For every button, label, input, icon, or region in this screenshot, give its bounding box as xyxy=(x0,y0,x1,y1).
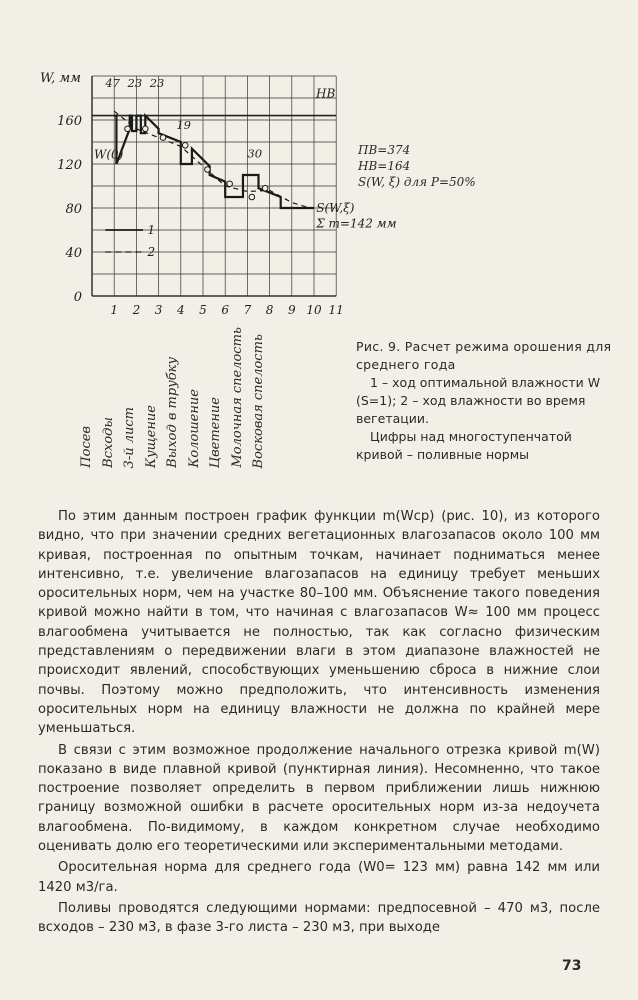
data-point xyxy=(182,143,188,149)
y-tick-label: 80 xyxy=(65,202,82,217)
x-tick-label: 4 xyxy=(176,303,185,317)
x-tick-label: 8 xyxy=(265,303,274,317)
param-pv: ПВ=374 xyxy=(358,143,411,157)
end-label: S(W,ξ) xyxy=(316,201,355,215)
irrigation-label: 47 xyxy=(105,76,120,90)
caption-legend: 1 – ход оптимальной влажности W (S=1); 2 – ход влажности во время вегетации. xyxy=(356,375,601,426)
x-tick-label: 7 xyxy=(243,303,252,317)
data-point xyxy=(205,167,211,173)
stage-label: Кущение xyxy=(143,405,159,468)
y-tick-label: 40 xyxy=(65,246,82,261)
page-number: 73 xyxy=(562,958,582,974)
stage-label: Выход в трубку xyxy=(165,357,180,468)
caption-note: Цифры над многоступенчатой кривой – поливные нормы xyxy=(356,429,572,462)
data-point xyxy=(262,185,268,191)
data-point xyxy=(142,126,148,132)
irrigation-label: 19 xyxy=(176,117,192,132)
stage-label: 3-й лист xyxy=(122,406,137,468)
stage-label: Посев xyxy=(79,426,94,468)
legend-marker-1: 1 xyxy=(147,223,156,237)
data-point xyxy=(125,126,131,132)
paragraph-2: В связи с этим возможное продолжение начального отрезка кривой m(W) показано в виде плавной кривой (пунктирная линия). Несомненно, что такое построение позволяет определить в первом приближении лишь нижнюю границу возможной ошибки в расчете оросительных норм из-за недоучета влагообмена. По-видимому, в каждом конкретном случае необходимо оценивать долю его теоретическими или экспериментальными методами. xyxy=(38,742,600,855)
paragraph-3: Оросительная норма для среднего года (W0= 123 мм) равна 142 мм или 1420 м3/га. xyxy=(38,860,600,895)
paragraph-1: По этим данным построен график функции m(Wср) (рис. 10), из которого видно, что при значении средних вегетационных влагозапасов около 100 мм кривая, построенная по опытным точкам, начинает подниматься менее интенсивно, т.е. увеличение влагозапасов на единицу требует меньших оросительных норм, чем на участке 80–100 мм. Объяснение такого поведения кривой можно найти в том, что начиная с влагозапасов W≈ 100 мм процесс влагообмена учитывается не полностью, так как согласно физическим представлениям о передвижении влаги в этом диапазоне влажностей не происходит явлений, способствующих уменьшению сброса в нижние слои почвы. Поэтому можно предположить, что интенсивность изменения оросительных норм на единицу влажности не должна по крайней мере уменьшаться. xyxy=(38,509,600,737)
x-tick-label: 1 xyxy=(110,303,119,317)
x-tick-label: 11 xyxy=(328,303,344,317)
stage-label: Восковая спелость xyxy=(251,333,266,468)
paragraph-4: Поливы проводятся следующими нормами: предпосевной – 470 м3, после всходов – 230 м3, в фазе 3-го листа – 230 м3, при выходе xyxy=(38,900,600,936)
sum-label: Σ m=142 мм xyxy=(316,216,397,231)
legend-marker-2: 2 xyxy=(147,245,156,259)
irrigation-label: 30 xyxy=(247,146,263,161)
param-s: S(W, ξ) для P=50% xyxy=(358,175,476,189)
x-tick-label: 2 xyxy=(132,303,141,317)
x-tick-label: 10 xyxy=(306,303,322,317)
body-text xyxy=(38,507,600,940)
figure-caption xyxy=(356,338,618,464)
y-tick-label: 0 xyxy=(73,290,82,305)
stage-label: Молочная спелость xyxy=(229,327,245,468)
data-point xyxy=(160,135,166,141)
w0-label: W(0) xyxy=(94,147,124,162)
param-hb: НВ=164 xyxy=(358,159,411,173)
irrigation-chart xyxy=(0,0,638,320)
series-2 xyxy=(114,111,309,208)
irrigation-label: 23 xyxy=(149,76,165,90)
x-tick-label: 3 xyxy=(154,303,163,317)
hb-label: НВ xyxy=(316,86,336,101)
y-axis-label: W, мм xyxy=(40,71,81,86)
irrigation-label: 23 xyxy=(127,76,143,90)
stage-label: Цветение xyxy=(208,396,223,468)
data-point xyxy=(227,181,233,187)
caption-title: Рис. 9. Расчет режима орошения для среднего года xyxy=(356,339,612,372)
stage-label: Колошение xyxy=(186,389,202,468)
x-tick-label: 9 xyxy=(287,303,296,317)
x-tick-label: 6 xyxy=(221,303,230,317)
data-point xyxy=(249,194,255,200)
y-tick-label: 160 xyxy=(57,114,82,129)
chart-parameters xyxy=(358,142,476,190)
stage-label: Всходы xyxy=(100,417,116,468)
growth-stages xyxy=(76,318,336,468)
x-tick-label: 5 xyxy=(199,303,207,317)
y-tick-label: 120 xyxy=(57,158,82,173)
